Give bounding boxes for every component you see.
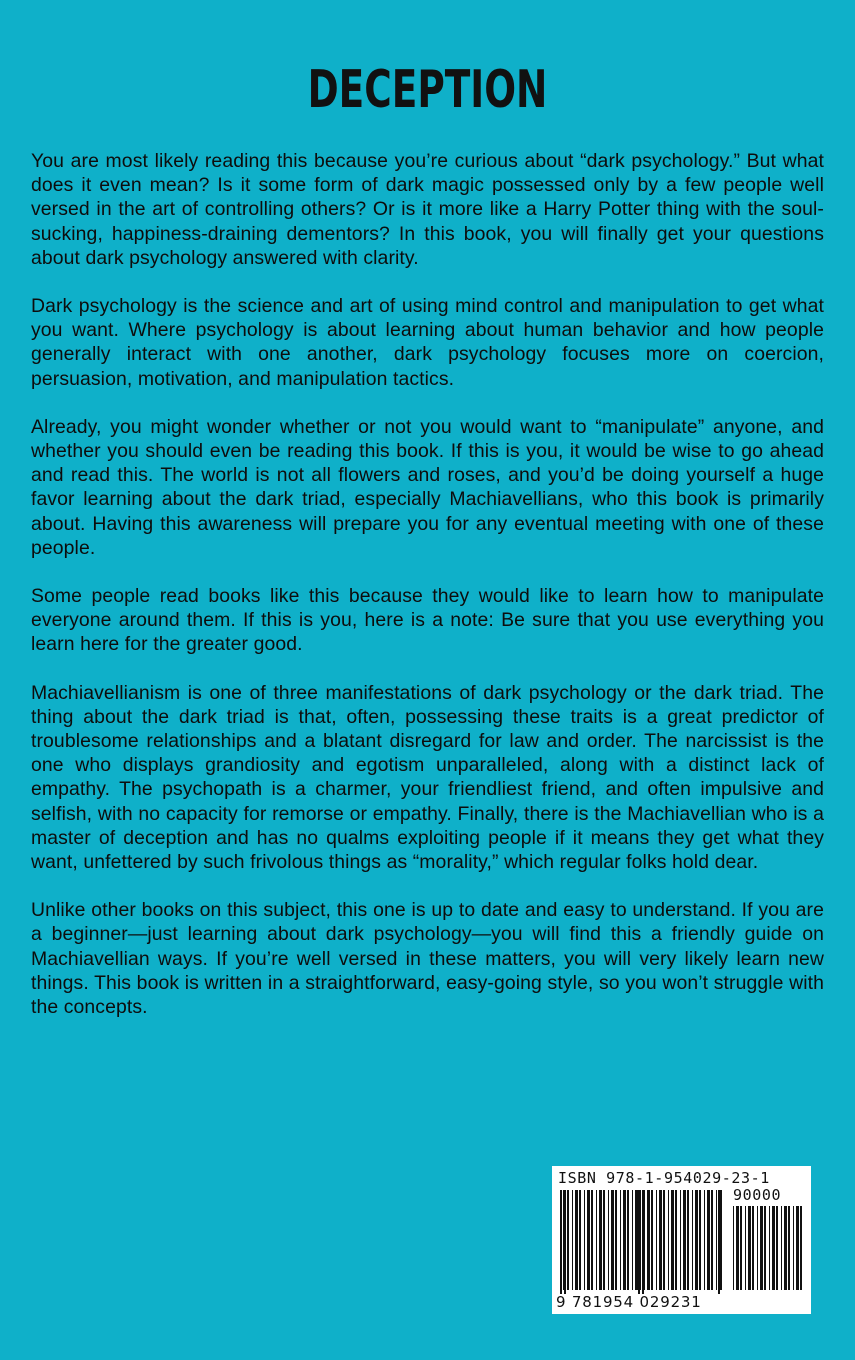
barcode-bar (784, 1206, 787, 1290)
paragraph-2: Dark psychology is the science and art of using mind control and manipulation to get what you want. Where psychology is about learning about human behavior and how people generally interact with one another, dark psychology focuses more on coercion, persuasion, motivation, and manipulation tactics. (31, 295, 824, 390)
back-cover-blurb (31, 149, 824, 1043)
barcode-bar (656, 1190, 657, 1290)
barcode-bar (668, 1190, 669, 1290)
barcode-guard-bar (638, 1190, 640, 1294)
barcode-bar (663, 1190, 665, 1290)
isbn-number: ISBN 978-1-954029-23-1 (558, 1169, 770, 1187)
barcode-bar (695, 1190, 698, 1290)
barcode-bar (716, 1190, 717, 1290)
barcode-bar (623, 1190, 626, 1290)
barcode-bar (692, 1190, 693, 1290)
barcode-bar (632, 1190, 633, 1290)
barcode-bar (733, 1206, 734, 1290)
paragraph-4: Some people read books like this because they would like to learn how to manipulate everyone around them. If this is you, here is a note: Be sure that you use everything you learn here for the greater good. (31, 585, 824, 656)
barcode-guard-bar (560, 1190, 562, 1294)
barcode-guard-bar (642, 1190, 644, 1294)
barcode-bar (675, 1190, 677, 1290)
barcode-bar (584, 1190, 585, 1290)
barcode-bar (615, 1190, 617, 1290)
barcode-bar (651, 1190, 653, 1290)
book-title: DECEPTION (307, 60, 548, 120)
paragraph-1: You are most likely reading this because you’re curious about “dark psychology.” But what does it even mean? Is it some form of dark magic possessed only by a few people well versed in the art of controlling others? Or is it more like a Harry Potter thing with the soul-sucking, happiness-draining dementors? In this book, you will finally get your questions about dark psychology answered with clarity. (31, 150, 824, 269)
barcode-bar (740, 1206, 742, 1290)
barcode-bar (567, 1190, 569, 1290)
barcode-bar (579, 1190, 581, 1290)
barcode-bar (800, 1206, 802, 1290)
barcode-bar (793, 1206, 794, 1290)
barcode-bar (603, 1190, 605, 1290)
barcode-bar (635, 1190, 638, 1290)
barcode-bar (711, 1190, 713, 1290)
price-code: 90000 (733, 1186, 782, 1204)
ean-digits: 9 781954 029231 (556, 1293, 702, 1311)
barcode-bar (736, 1206, 739, 1290)
barcode-bar (781, 1206, 782, 1290)
barcode-guard-bar (718, 1190, 720, 1294)
barcode-bar (575, 1190, 578, 1290)
barcode-bar (572, 1190, 573, 1290)
isbn-barcode (552, 1166, 811, 1314)
barcode-bar (757, 1206, 758, 1290)
barcode-bar (788, 1206, 790, 1290)
barcode-bar (764, 1206, 766, 1290)
barcode-bar (647, 1190, 650, 1290)
barcode-bar (745, 1206, 746, 1290)
barcode-bar (587, 1190, 590, 1290)
barcode-bar (699, 1190, 701, 1290)
barcode-bar (671, 1190, 674, 1290)
barcode-bar (796, 1206, 799, 1290)
barcode-bar (687, 1190, 689, 1290)
barcode-bar (608, 1190, 609, 1290)
barcode-bar (659, 1190, 662, 1290)
paragraph-6: Unlike other books on this subject, this one is up to date and easy to understand. If you are a beginner—just learning about dark psychology—you will find this a friendly guide on Machiavellian ways. If you’re well versed in these matters, you will very likely learn new things. This book is written in a straightforward, easy-going style, so you won’t struggle with the concepts. (31, 899, 824, 1019)
paragraph-5: Machiavellianism is one of three manifestations of dark psychology or the dark triad. The thing about the dark triad is that, often, possessing these traits is a great predictor of troublesome relationships and a blatant disregard for law and order. The narcissist is the one who displays grandiosity and egotism unparalleled, along with a distinct lack of empathy. The psychopath is a charmer, your friendliest friend, and often impulsive and selfish, with no capacity for remorse or empathy. Finally, there is the Machiavellian who is a master of deception and has no qualms exploiting people if it means they get what they want, unfettered by such frivolous things as “morality,” which regular folks hold dear. (31, 681, 824, 874)
barcode-bar (680, 1190, 681, 1290)
barcode-bar (599, 1190, 602, 1290)
barcode-bar (776, 1206, 778, 1290)
paragraph-3: Already, you might wonder whether or not you would want to “manipulate” anyone, and whether you should even be reading this book. If this is you, it would be wise to go ahead and read this. The world is not all flowers and roses, and you’d be doing yourself a huge favor learning about the dark triad, especially Machiavellians, who this book is primarily about. Having this awareness will prepare you for any eventual meeting with one of these people. (31, 415, 824, 559)
barcode-bar (707, 1190, 710, 1290)
barcode-bar (611, 1190, 614, 1290)
barcode-bar (596, 1190, 597, 1290)
barcode-bar (769, 1206, 770, 1290)
barcode-bar (591, 1190, 593, 1290)
barcode-bar (748, 1206, 751, 1290)
barcode-bar (644, 1190, 645, 1290)
barcode-bar (704, 1190, 705, 1290)
barcode-bar (752, 1206, 754, 1290)
barcode-bar (760, 1206, 763, 1290)
barcode-bar (683, 1190, 686, 1290)
barcode-bar (620, 1190, 621, 1290)
barcode-guard-bar (564, 1190, 566, 1294)
barcode-bar (772, 1206, 775, 1290)
barcode-bar (627, 1190, 629, 1290)
